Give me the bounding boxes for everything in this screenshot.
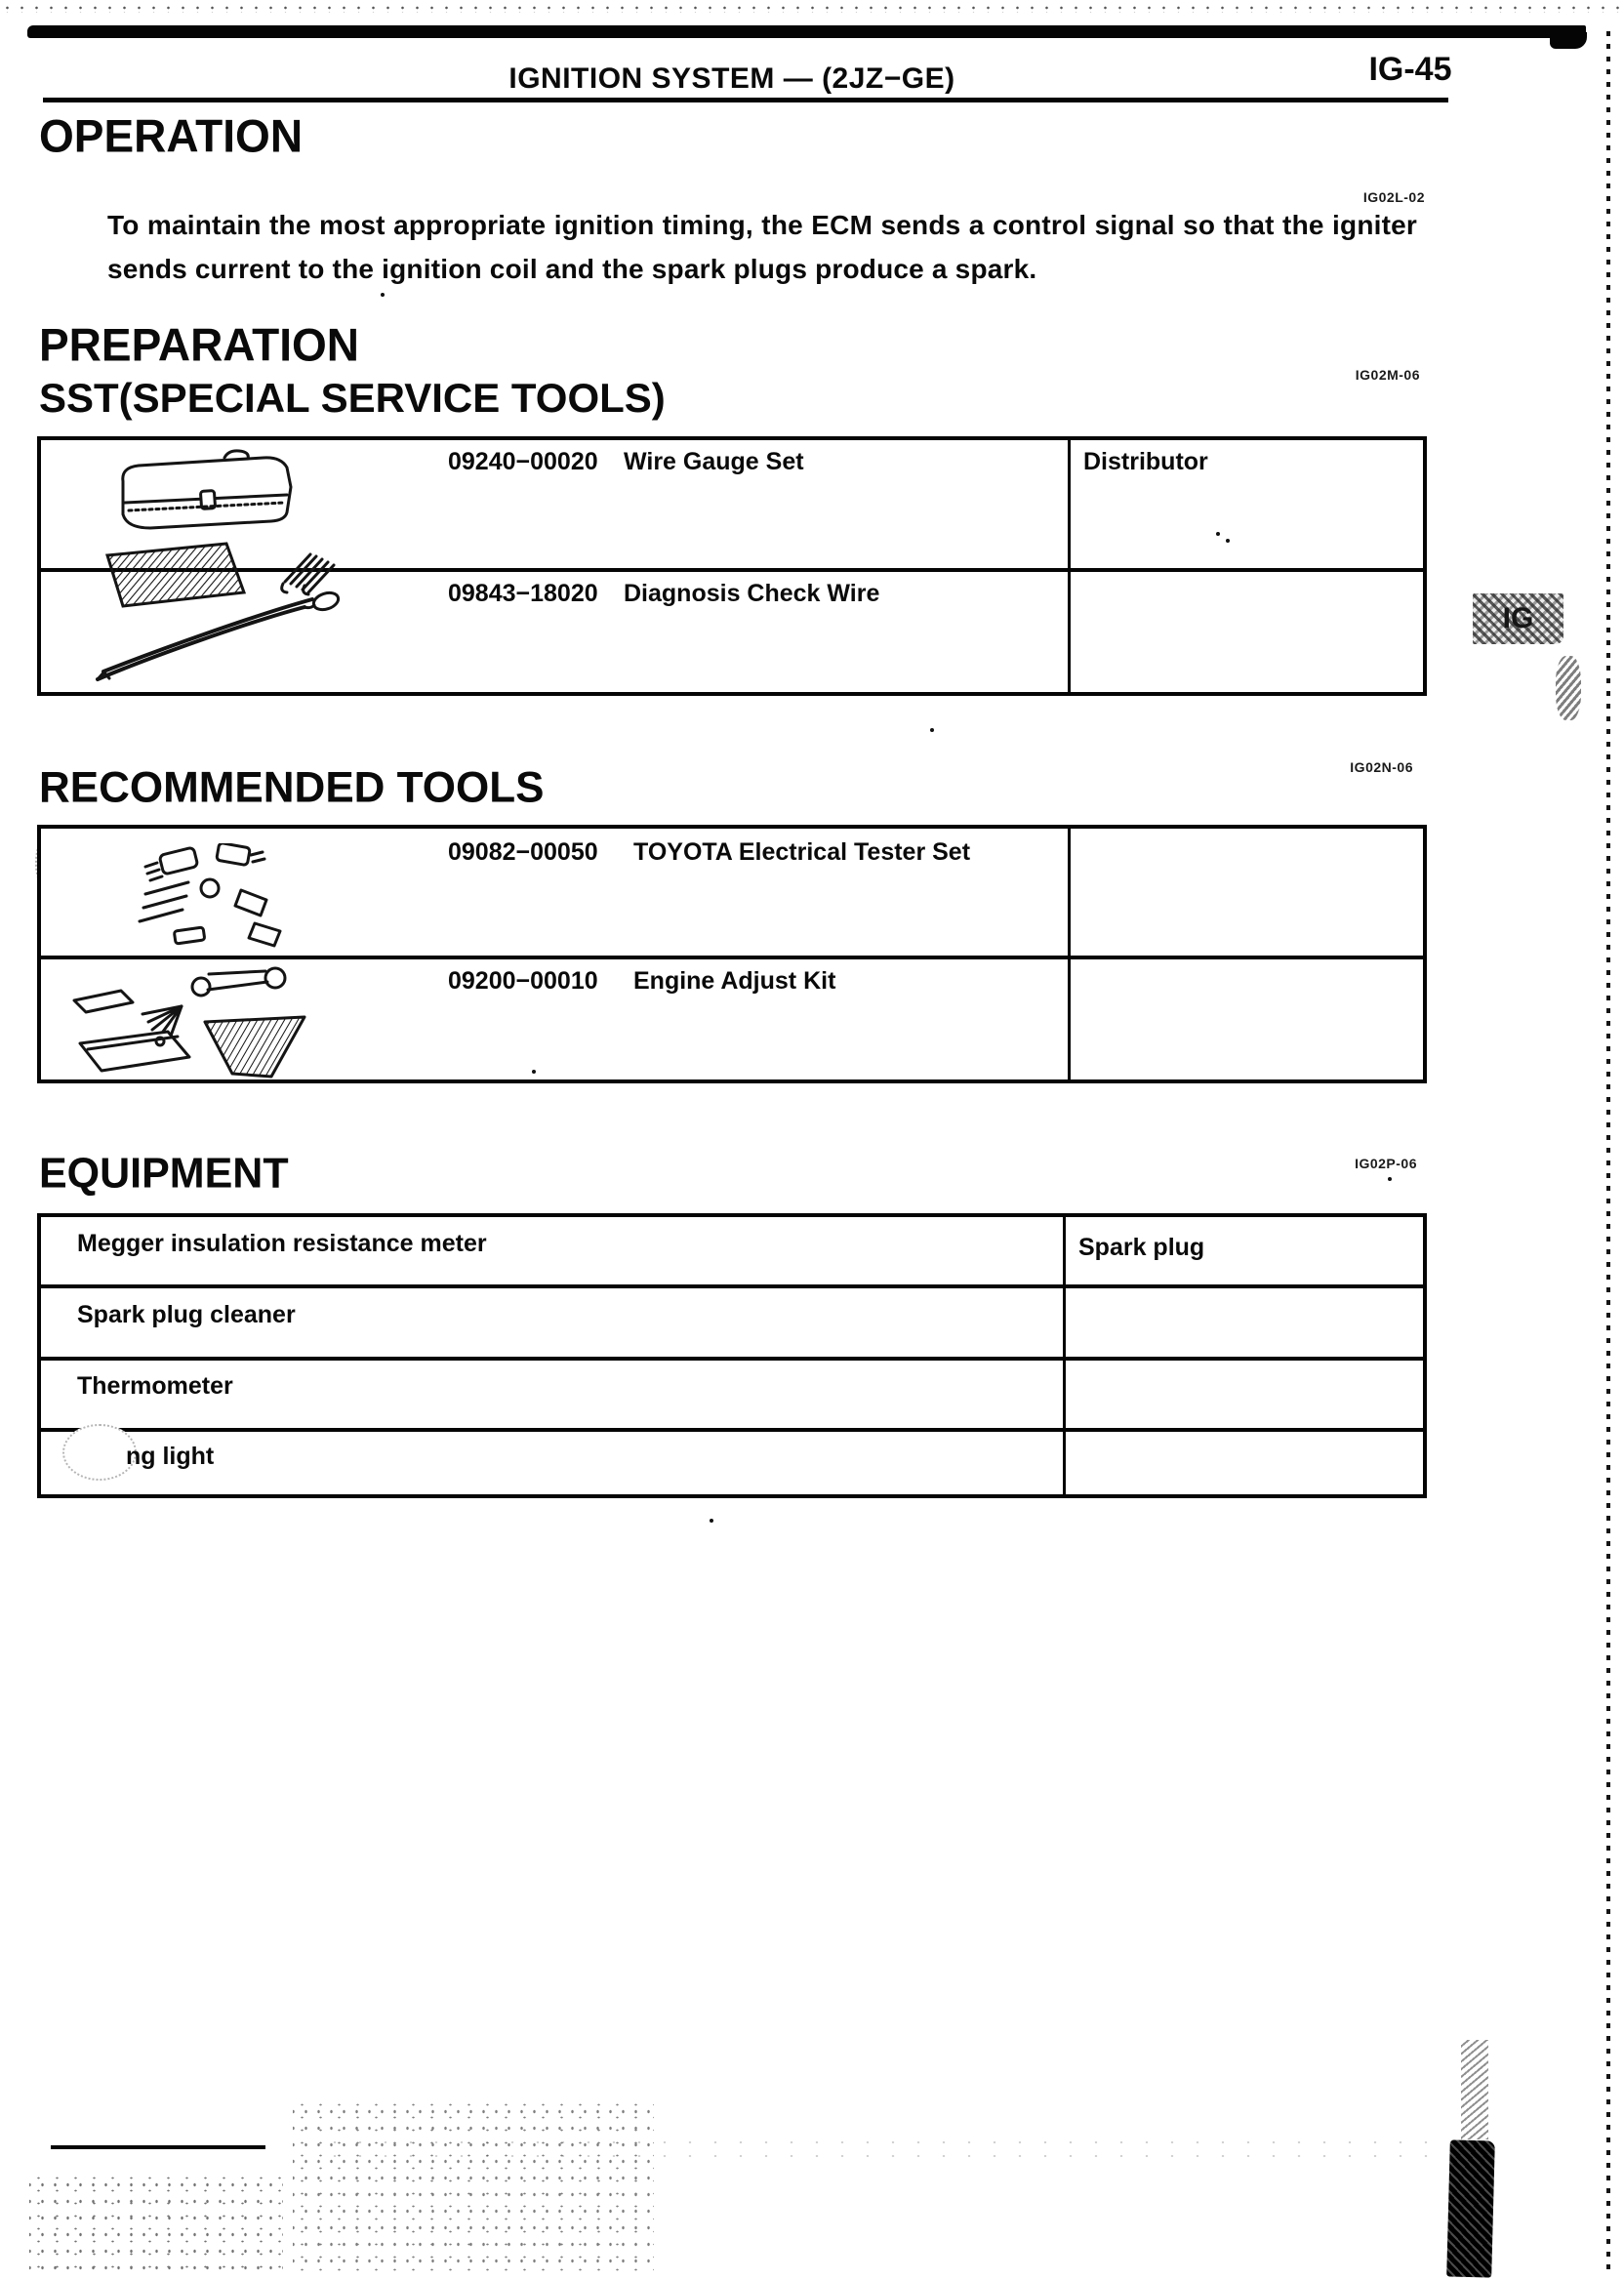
subheading-sst: SST(SPECIAL SERVICE TOOLS): [39, 375, 666, 421]
scan-noise-top-dots: [0, 5, 1624, 13]
scan-speck: [1388, 1177, 1392, 1181]
scan-speck: [930, 728, 934, 732]
tool-part-number: 09082−00050: [448, 838, 598, 866]
equipment-note: Spark plug: [1078, 1234, 1205, 1261]
equipment-table: [37, 1213, 1427, 1498]
equipment-item: Megger insulation resistance meter: [77, 1230, 487, 1257]
electrical-tester-set-illustration: [124, 843, 348, 953]
section-heading-equipment: EQUIPMENT: [39, 1149, 289, 1198]
scan-speck: [1226, 539, 1230, 543]
sst-table: [37, 436, 1427, 696]
scan-edge-dotted-line: [1606, 31, 1610, 2272]
section-code-recommended-tools: IG02N-06: [1350, 759, 1413, 775]
section-heading-preparation: PREPARATION: [39, 318, 359, 371]
sst-usage-note: Distributor: [1083, 448, 1208, 475]
sst-table-column-divider: [1068, 440, 1071, 692]
side-tab-label: IG: [1502, 602, 1534, 634]
scan-noise-speckle: [322, 2136, 1435, 2165]
section-heading-operation: OPERATION: [39, 109, 304, 162]
diagnosis-check-wire-illustration: [80, 582, 373, 689]
section-code-operation: IG02L-02: [1362, 189, 1425, 205]
section-code-equipment: IG02P-06: [1355, 1156, 1417, 1171]
side-tab-ig: [1473, 593, 1563, 644]
equipment-item: Spark plug cleaner: [77, 1301, 296, 1328]
equipment-item: Thermometer: [77, 1372, 233, 1400]
recommended-tools-column-divider: [1068, 829, 1071, 1079]
operation-paragraph: To maintain the most appropriate ignition timing, the ECM sends a control signal so that the igniter sends current to the ignition coil and the spark plugs produce a spark.: [107, 210, 1417, 284]
scan-noise-wisp: [1461, 2040, 1488, 2139]
recommended-tools-table: [37, 825, 1427, 1083]
engine-adjust-kit-illustration: [59, 965, 361, 1080]
equipment-row-divider: [41, 1428, 1423, 1432]
equipment-item: ng light: [126, 1443, 215, 1470]
scan-speck: [710, 1519, 713, 1523]
page-title: IGNITION SYSTEM — (2JZ−GE): [508, 62, 955, 95]
tool-name: Engine Adjust Kit: [633, 967, 836, 995]
tool-part-number: 09200−00010: [448, 967, 598, 995]
scan-dark-bar: [1446, 2139, 1495, 2277]
sst-part-number: 09240−00020: [448, 448, 598, 475]
scan-smudge: [1556, 656, 1581, 720]
sst-tool-name: Diagnosis Check Wire: [624, 580, 880, 607]
equipment-row-divider: [41, 1284, 1423, 1288]
section-heading-recommended-tools: RECOMMENDED TOOLS: [39, 762, 545, 812]
sst-part-number: 09843−18020: [448, 580, 598, 607]
scan-noise-speckle: [293, 2098, 654, 2274]
scan-noise-line: [51, 2145, 265, 2149]
section-code-sst: IG02M-06: [1355, 367, 1420, 383]
equipment-row-divider: [41, 1357, 1423, 1361]
scan-speck: [532, 1070, 536, 1074]
scan-speck: [1216, 532, 1220, 536]
sst-tool-name: Wire Gauge Set: [624, 448, 804, 475]
scan-speck: [381, 293, 385, 297]
header-rule: [43, 98, 1448, 102]
recommended-tools-row-divider: [41, 956, 1423, 959]
top-black-bar: [27, 25, 1586, 38]
scan-noise-speckle: [29, 2172, 283, 2274]
page-number: IG-45: [1368, 51, 1452, 88]
equipment-column-divider: [1063, 1217, 1066, 1494]
tool-name: TOYOTA Electrical Tester Set: [633, 838, 971, 866]
top-bar-ink-blob: [1550, 32, 1587, 49]
